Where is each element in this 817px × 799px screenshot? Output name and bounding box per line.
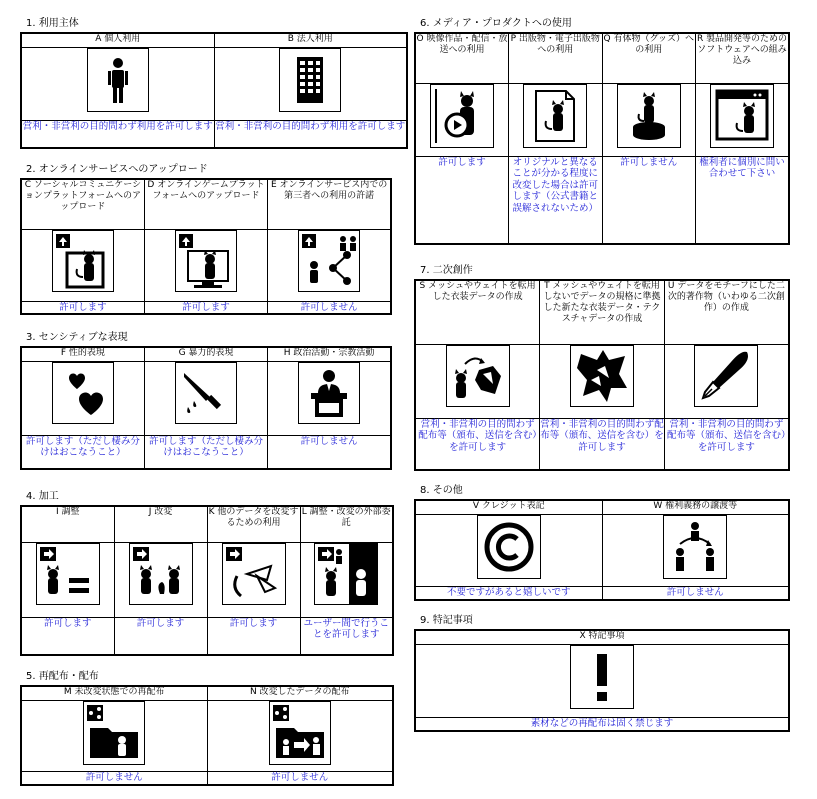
permission-text: 許可します [415, 156, 509, 244]
item-label: H 政治活動・宗教活動 [268, 347, 391, 361]
section-title: 8. その他 [420, 485, 463, 496]
item-label: K 他のデータを改変するための利用 [207, 506, 300, 542]
reuse-data-icon [222, 543, 286, 605]
redistribute-icon [83, 701, 145, 765]
section-redistribution [20, 670, 394, 786]
section-title: 9. 特記事項 [420, 615, 473, 626]
license-table [20, 346, 392, 470]
permission-text: 許可しません [268, 435, 391, 469]
permission-text: 許可します [144, 301, 267, 314]
section-processing [20, 490, 394, 656]
license-table [414, 32, 790, 245]
permission-text: 許可しません [268, 301, 391, 314]
permission-text: 素材などの再配布は固く禁じます [415, 717, 789, 731]
section-title: 7. 二次創作 [420, 265, 473, 276]
item-label: T メッシュやウェイトを転用しないでデータの規格に準拠した新たな衣装データ・テクスチャデータの作成 [540, 280, 665, 344]
permission-text: 不要ですがあると嬉しいです [415, 586, 602, 600]
item-label: R 製品開発等のためのソフトウェアへの組み込み [696, 33, 790, 83]
section-title: 1. 利用主体 [26, 18, 79, 29]
transfer-rights-icon [663, 515, 727, 579]
upload-social-icon [52, 230, 114, 292]
item-label: I 調整 [21, 506, 114, 542]
section-sensitive-expression [20, 331, 392, 470]
third-party-share-icon [298, 230, 360, 292]
item-label: L 調整・改変の外部委託 [300, 506, 393, 542]
item-label: C ソーシャルコミュニケーションプラットフォームへのアップロード [21, 179, 144, 229]
pen-nib-icon [694, 345, 758, 407]
permission-text: 許可しません [207, 771, 393, 785]
copyright-icon [477, 515, 541, 579]
item-label: E オンラインサービス内での第三者への利用の許諾 [268, 179, 391, 229]
clothes-new-icon [570, 345, 634, 407]
item-label: D オンラインゲームプラットフォームへのアップロード [144, 179, 267, 229]
adjust-icon [36, 543, 100, 605]
permission-text: 権利者に個別に問い合わせて下さい [696, 156, 790, 244]
license-table [20, 505, 394, 656]
item-label: N 改変したデータの配布 [207, 686, 393, 700]
item-label: B 法人利用 [214, 33, 407, 47]
exclamation-icon [570, 645, 634, 709]
license-table [414, 629, 790, 732]
license-table [414, 279, 790, 471]
license-table [20, 178, 392, 315]
video-icon [430, 84, 494, 148]
permission-text: 許可します [114, 617, 207, 655]
permission-text: 営利・非営利の目的問わず配布等（頒布、送信を含む）を許可します [415, 418, 540, 470]
permission-text: 営利・非営利の目的問わず配布等（頒布、送信を含む）を許可します [540, 418, 665, 470]
distribute-modified-icon [269, 701, 331, 765]
item-label: P 出版物・電子出版物への利用 [509, 33, 603, 83]
item-label: Q 有体物（グッズ）への利用 [602, 33, 696, 83]
license-table [20, 32, 408, 149]
person-icon [87, 48, 149, 112]
section-derivative-works [414, 264, 790, 471]
section-title: 3. センシティブな表現 [26, 332, 128, 343]
license-table [20, 685, 394, 786]
item-label: S メッシュやウェイトを転用した衣装データの作成 [415, 280, 540, 344]
item-label: F 性的表現 [21, 347, 144, 361]
section-title: 5. 再配布・配布 [26, 671, 99, 682]
permission-text: 許可しません [602, 156, 696, 244]
permission-text: 営利・非営利の目的問わず利用を許可します [214, 120, 407, 148]
permission-text: 許可しません [21, 771, 207, 785]
permission-text: 許可します（ただし棲み分けはおこなうこと） [21, 435, 144, 469]
section-title: 6. メディア・プロダクトへの使用 [420, 18, 572, 29]
permission-text: 許可しません [602, 586, 789, 600]
permission-text: ユーザー間で行うことを許可します [300, 617, 393, 655]
item-label: M 未改変状態での再配布 [21, 686, 207, 700]
permission-text: 許可します（ただし棲み分けはおこなうこと） [144, 435, 267, 469]
modify-icon [129, 543, 193, 605]
item-label: U データをモチーフにした二次的著作物（いわゆる二次創作）の作成 [664, 280, 789, 344]
knife-icon [175, 362, 237, 424]
section-title: 4. 加工 [26, 491, 59, 502]
podium-speaker-icon [298, 362, 360, 424]
figure-goods-icon [617, 84, 681, 148]
item-label: J 改変 [114, 506, 207, 542]
item-label: W 権利義務の譲渡等 [602, 500, 789, 514]
item-label: G 暴力的表現 [144, 347, 267, 361]
clothes-mesh-icon [446, 345, 510, 407]
section-title: 2. オンラインサービスへのアップロード [26, 164, 208, 175]
license-table [414, 499, 790, 601]
section-special-notes [414, 614, 790, 732]
item-label: O 映像作品・配信・放送への利用 [415, 33, 509, 83]
permission-text: オリジナルと異なることが分かる程度に改変した場合は許可します（公式書籍と誤解されないため） [509, 156, 603, 244]
section-usage-subject [20, 17, 408, 149]
permission-text: 許可します [21, 617, 114, 655]
permission-text: 営利・非営利の目的問わず利用を許可します [21, 120, 214, 148]
item-label: V クレジット表記 [415, 500, 602, 514]
section-online-upload [20, 163, 392, 315]
section-media-products [414, 17, 790, 245]
outsource-icon [314, 543, 378, 605]
permission-text: 営利・非営利の目的問わず配布等（頒布、送信を含む）を許可します [664, 418, 789, 470]
permission-text: 許可します [207, 617, 300, 655]
item-label: X 特記事項 [415, 630, 789, 644]
office-building-icon [279, 48, 341, 112]
upload-game-icon [175, 230, 237, 292]
publication-icon [523, 84, 587, 148]
hearts-icon [52, 362, 114, 424]
item-label: A 個人利用 [21, 33, 214, 47]
software-window-icon [710, 84, 774, 148]
permission-text: 許可します [21, 301, 144, 314]
section-other [414, 484, 790, 601]
